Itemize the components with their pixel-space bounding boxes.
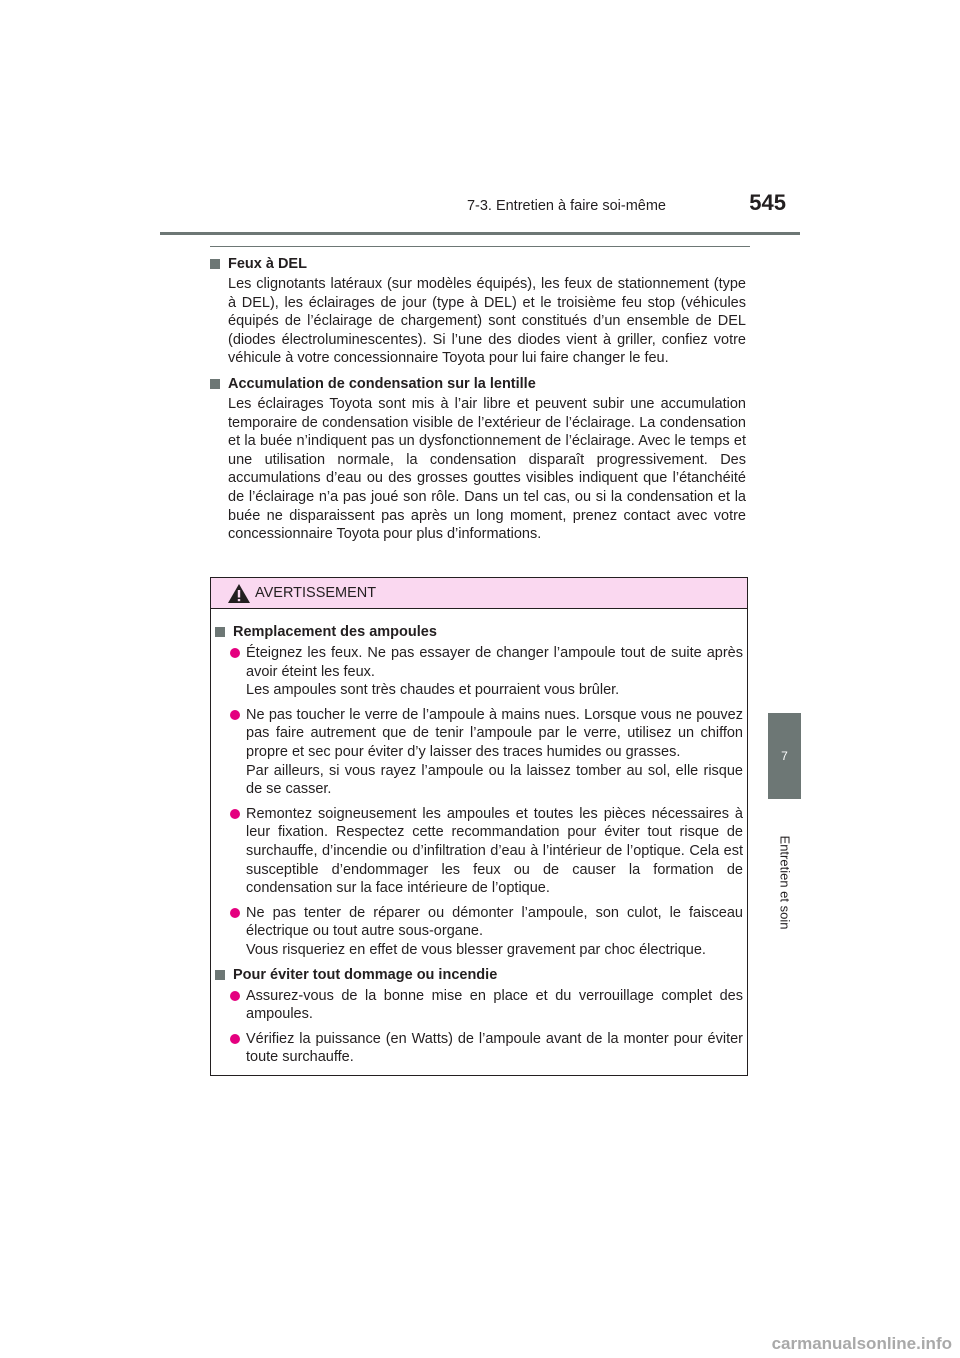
- round-bullet-icon: [230, 1034, 240, 1044]
- section-text-led: Les clignotants latéraux (sur modèles équipés), les feux de stationnement (type à DEL), les éclairages de jour (type à DEL) et le troisième feu stop (véhicules équipés de l’éclairage de chargement) sont constitués d’un ensemble de DEL (diodes électroluminescentes). Si l’une des diodes vient à griller, confiez votre véhicule à votre concessionnaire Toyota pour lui faire changer le feu.: [228, 276, 746, 367]
- warning-label: AVERTISSEMENT: [255, 585, 377, 601]
- warning-header: [211, 578, 747, 609]
- warning-bullet: Ne pas tenter de réparer ou démonter l’ampoule, son culot, le faisceau électrique ou tout autre sous-organe. Vous risqueriez en effet de vous blesser gravement par choc électrique.: [215, 904, 743, 960]
- round-bullet-icon: [230, 648, 240, 658]
- section-title: 7-3. Entretien à faire soi-même: [466, 198, 666, 214]
- warning-section-heading: Remplacement des ampoules: [215, 623, 743, 642]
- square-bullet-icon: [215, 627, 225, 637]
- warning-body: [211, 609, 747, 1067]
- warning-bullet: Vérifiez la puissance (en Watts) de l’ampoule avant de la monter pour éviter toute surchauffe.: [215, 1030, 743, 1067]
- warning-triangle-icon: [228, 584, 250, 603]
- warning-box: [210, 577, 748, 1076]
- content-divider: [210, 246, 750, 247]
- page-number: 545: [749, 190, 786, 215]
- warning-bullet: Ne pas toucher le verre de l’ampoule à mains nues. Lorsque vous ne pouvez pas faire autrement que de tenir l’ampoule par le verre, utilisez un chiffon propre et sec pour éviter d’y laisser des traces humides ou grasses. Par ailleurs, si vous rayez l’ampoule ou la laissez tomber au sol, elle risque de se casser.: [215, 706, 743, 799]
- main-content: [210, 255, 746, 551]
- square-bullet-icon: [210, 259, 220, 269]
- chapter-title-text: Entretien et soin: [777, 835, 793, 929]
- round-bullet-icon: [230, 809, 240, 819]
- section-heading-condensation: Accumulation de condensation sur la lentille: [210, 375, 746, 394]
- chapter-tab[interactable]: [768, 713, 801, 799]
- warning-section-heading: Pour éviter tout dommage ou incendie: [215, 966, 743, 985]
- chapter-number: 7: [781, 749, 788, 763]
- section-text-condensation: Les éclairages Toyota sont mis à l’air libre et peuvent subir une accumulation temporaire de condensation visible de l’extérieur de l’éclairage. La condensation et la buée n’indiquent pas un dysfonctionnement de l’éclairage. Avec le temps et une utilisation normale, la condensation disparaît progressivement. Des accumulations d’eau ou des grosses gouttes visibles indiquent que l’étanchéité de l’éclairage n’a pas joué son rôle. Dans un tel cas, ou si la condensation et la buée ne disparaissent pas après un long moment, prenez contact avec votre concessionnaire Toyota pour plus d’informations.: [228, 395, 746, 543]
- round-bullet-icon: [230, 991, 240, 1001]
- round-bullet-icon: [230, 908, 240, 918]
- watermark: carmanualsonline.info: [771, 1334, 952, 1353]
- warning-bullet: Remontez soigneusement les ampoules et toutes les pièces nécessaires à leur fixation. Respectez cette recommandation pour éviter tout risque de surchauffe, d’incendie ou d’infiltration d’eau à l’intérieur de l’optique. Cela est susceptible d’endommager les feux ou de causer la formation de condensation sur la face intérieure de l’optique.: [215, 805, 743, 898]
- warning-bullet: Assurez-vous de la bonne mise en place et du verrouillage complet des ampoules.: [215, 987, 743, 1024]
- section-heading-led: Feux à DEL: [210, 255, 746, 274]
- square-bullet-icon: [215, 970, 225, 980]
- round-bullet-icon: [230, 710, 240, 720]
- warning-bullet: Éteignez les feux. Ne pas essayer de changer l’ampoule tout de suite après avoir éteint les feux. Les ampoules sont très chaudes et pourraient vous brûler.: [215, 644, 743, 700]
- square-bullet-icon: [210, 379, 220, 389]
- header-divider: [160, 232, 800, 235]
- chapter-title-vertical: [768, 812, 801, 952]
